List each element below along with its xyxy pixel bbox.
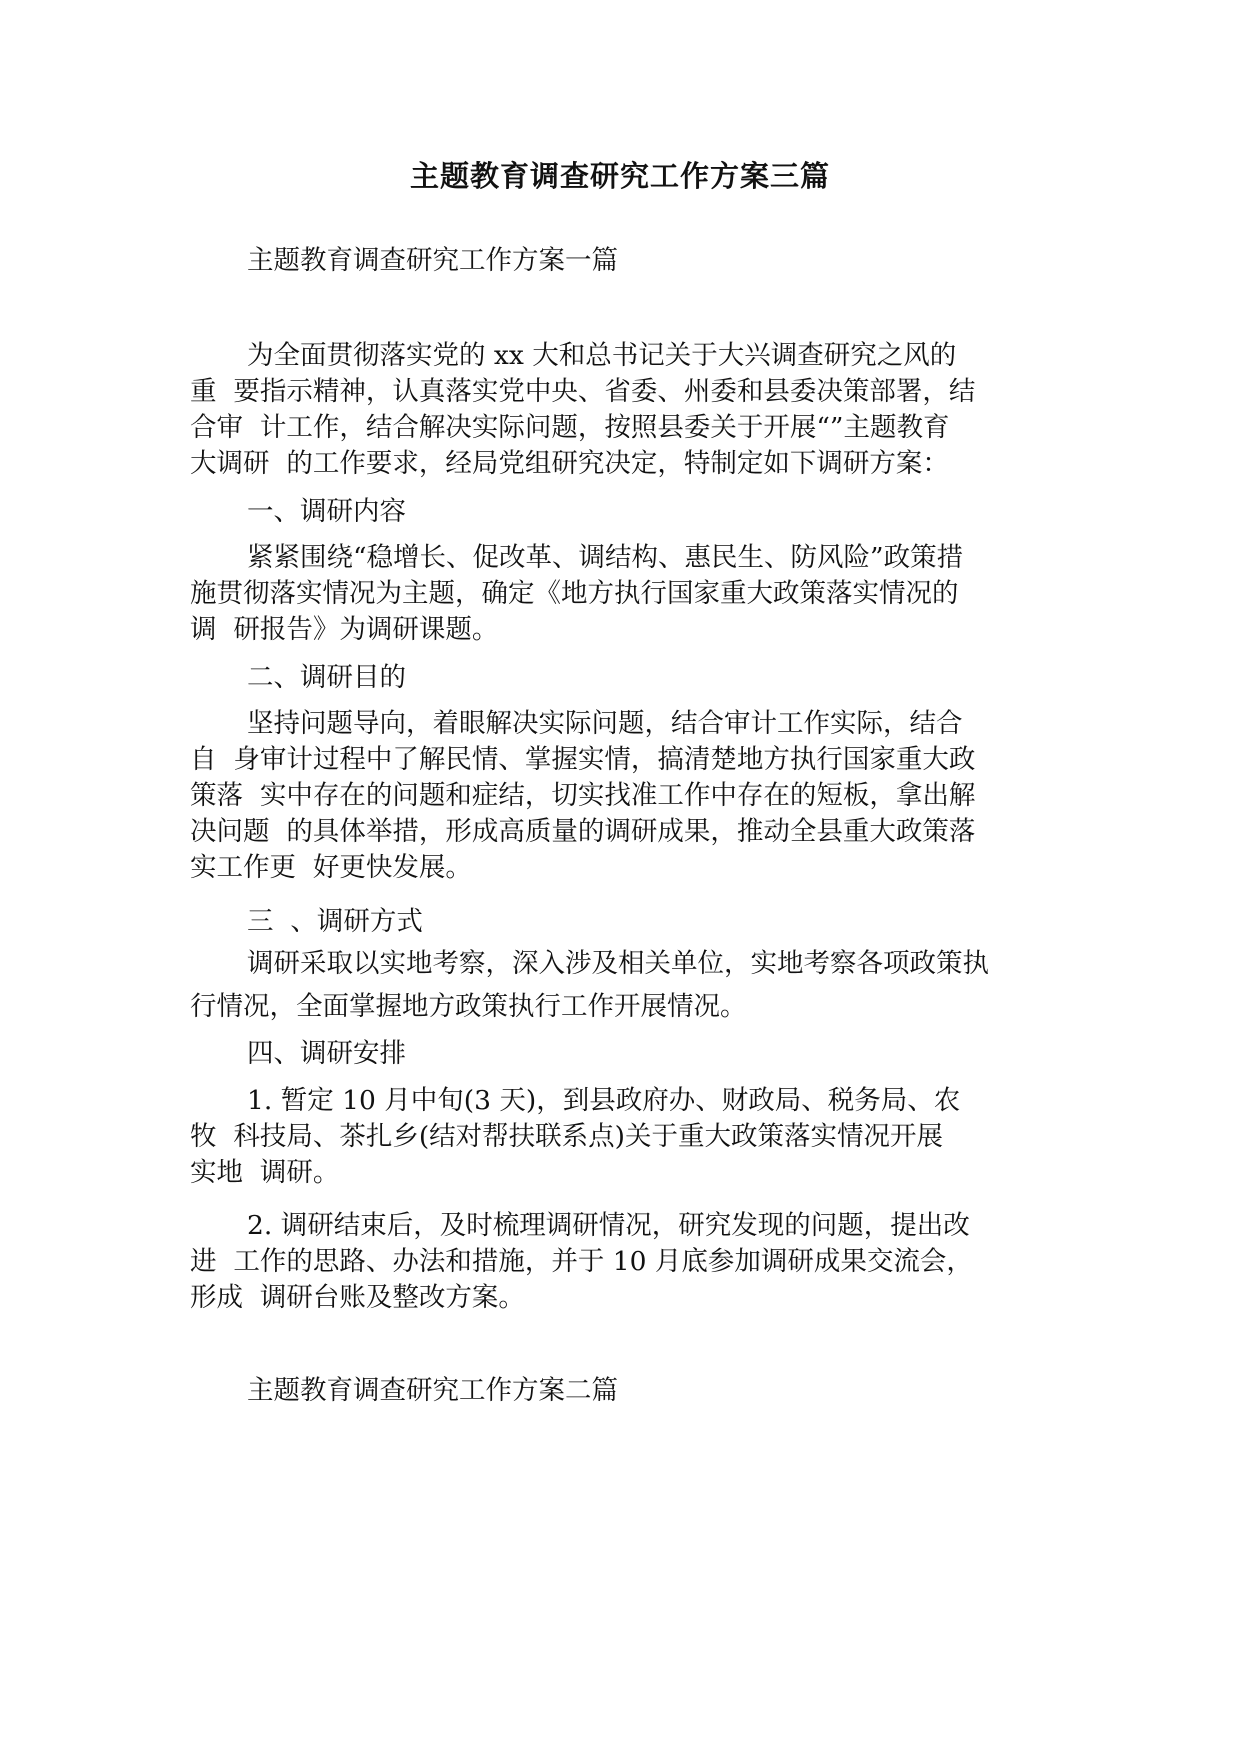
section2-line: 实工作更 好更快发展。	[190, 852, 472, 883]
section3-heading: 三 、调研方式	[247, 906, 423, 937]
section3-line: 调研采取以实地考察，深入涉及相关单位，实地考察各项政策执	[247, 948, 989, 979]
section4-item1-line: 1. 暂定 10 月中旬(3 天)，到县政府办、财政局、税务局、农	[247, 1085, 961, 1116]
section1-heading: 一、调研内容	[247, 496, 406, 527]
part2-heading: 主题教育调查研究工作方案二篇	[247, 1375, 618, 1406]
intro-line: 为全面贯彻落实党的 xx 大和总书记关于大兴调查研究之风的	[247, 340, 957, 371]
section2-line: 自 身审计过程中了解民情、掌握实情，搞清楚地方执行国家重大政	[190, 744, 976, 775]
intro-line: 大调研 的工作要求，经局党组研究决定，特制定如下调研方案：	[190, 448, 949, 479]
document-title: 主题教育调查研究工作方案三篇	[409, 159, 830, 193]
section1-line: 调 研报告》为调研课题。	[190, 614, 499, 645]
section2-line: 决问题 的具体举措，形成高质量的调研成果，推动全县重大政策落	[190, 816, 976, 847]
section4-item2-line: 形成 调研台账及整改方案。	[190, 1282, 525, 1313]
intro-line: 重 要指示精神，认真落实党中央、省委、州委和县委决策部署，结	[190, 376, 976, 407]
section2-heading: 二、调研目的	[247, 662, 406, 693]
section1-line: 施贯彻落实情况为主题，确定《地方执行国家重大政策落实情况的	[190, 578, 959, 609]
section4-item2-line: 2. 调研结束后，及时梳理调研情况，研究发现的问题，提出改	[247, 1210, 970, 1241]
section1-line: 紧紧围绕“稳增长、促改革、调结构、惠民生、防风险”政策措	[247, 542, 964, 573]
section4-item1-line: 实地 调研。	[190, 1157, 340, 1188]
part1-heading: 主题教育调查研究工作方案一篇	[247, 245, 618, 276]
section4-item1-line: 牧 科技局、茶扎乡(结对帮扶联系点)关于重大政策落实情况开展	[190, 1121, 944, 1152]
section2-line: 坚持问题导向，着眼解决实际问题，结合审计工作实际，结合	[247, 708, 963, 739]
section4-heading: 四、调研安排	[247, 1038, 406, 1069]
section3-line: 行情况，全面掌握地方政策执行工作开展情况。	[190, 991, 747, 1022]
intro-line: 合审 计工作，结合解决实际问题，按照县委关于开展“”主题教育	[190, 412, 950, 443]
section4-item2-line: 进 工作的思路、办法和措施，并于 10 月底参加调研成果交流会，	[190, 1246, 973, 1277]
section2-line: 策落 实中存在的问题和症结，切实找准工作中存在的短板，拿出解	[190, 780, 976, 811]
